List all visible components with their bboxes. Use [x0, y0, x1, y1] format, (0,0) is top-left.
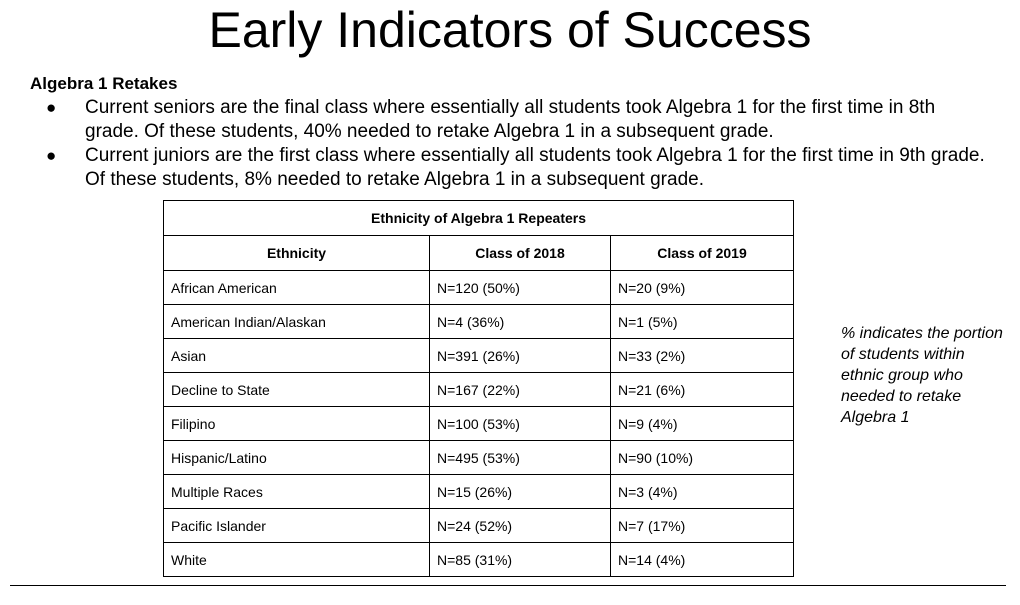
class-2018-cell: N=120 (50%) — [430, 271, 611, 305]
column-header-class-2019: Class of 2019 — [611, 236, 794, 271]
class-2018-cell: N=85 (31%) — [430, 543, 611, 577]
bullet-item — [42, 144, 992, 192]
ethnicity-cell: Decline to State — [164, 373, 430, 407]
side-note: % indicates the portion of students within ethnic group who needed to retake Algebra 1 — [841, 325, 1003, 426]
table-caption-row — [164, 201, 794, 236]
ethnicity-cell: Hispanic/Latino — [164, 441, 430, 475]
column-header-ethnicity: Ethnicity — [164, 236, 430, 271]
bullet-text: Current juniors are the first class where essentially all students took Algebra 1 for the first time in 9th grade. Of these students, 8% needed to retake Algebra 1 in a subsequent grade. — [85, 145, 985, 190]
table-caption: Ethnicity of Algebra 1 Repeaters — [164, 201, 794, 236]
bottom-divider — [10, 585, 1006, 586]
bullet-text: Current seniors are the final class where essentially all students took Algebra 1 for the first time in 8th grade. Of these students, 40% needed to retake Algebra 1 in a subsequent grade. — [85, 97, 936, 142]
section-heading: Algebra 1 Retakes — [30, 74, 178, 93]
class-2019-cell: N=1 (5%) — [611, 305, 794, 339]
ethnicity-cell: White — [164, 543, 430, 577]
table-row — [164, 373, 794, 407]
page-title: Early Indicators of Success — [208, 2, 812, 58]
column-header-class-2018: Class of 2018 — [430, 236, 611, 271]
class-2019-cell: N=33 (2%) — [611, 339, 794, 373]
class-2018-cell: N=495 (53%) — [430, 441, 611, 475]
table-row — [164, 305, 794, 339]
class-2019-cell: N=3 (4%) — [611, 475, 794, 509]
ethnicity-cell: American Indian/Alaskan — [164, 305, 430, 339]
table-row — [164, 441, 794, 475]
class-2019-cell: N=7 (17%) — [611, 509, 794, 543]
table-row — [164, 339, 794, 373]
table-row — [164, 475, 794, 509]
class-2018-cell: N=391 (26%) — [430, 339, 611, 373]
ethnicity-cell: Filipino — [164, 407, 430, 441]
ethnicity-cell: Pacific Islander — [164, 509, 430, 543]
ethnicity-cell: African American — [164, 271, 430, 305]
ethnicity-cell: Asian — [164, 339, 430, 373]
table-row — [164, 407, 794, 441]
class-2019-cell: N=9 (4%) — [611, 407, 794, 441]
table-header-row — [164, 236, 794, 271]
class-2019-cell: N=20 (9%) — [611, 271, 794, 305]
bullet-list — [42, 96, 992, 192]
bullet-dot-icon: ● — [46, 146, 57, 165]
table-row — [164, 271, 794, 305]
class-2018-cell: N=4 (36%) — [430, 305, 611, 339]
bullet-item — [42, 96, 992, 144]
class-2019-cell: N=14 (4%) — [611, 543, 794, 577]
class-2019-cell: N=21 (6%) — [611, 373, 794, 407]
bullet-dot-icon: ● — [46, 98, 57, 117]
ethnicity-cell: Multiple Races — [164, 475, 430, 509]
repeaters-table — [163, 200, 794, 577]
class-2018-cell: N=100 (53%) — [430, 407, 611, 441]
class-2019-cell: N=90 (10%) — [611, 441, 794, 475]
class-2018-cell: N=24 (52%) — [430, 509, 611, 543]
table-row — [164, 543, 794, 577]
table-row — [164, 509, 794, 543]
class-2018-cell: N=15 (26%) — [430, 475, 611, 509]
class-2018-cell: N=167 (22%) — [430, 373, 611, 407]
